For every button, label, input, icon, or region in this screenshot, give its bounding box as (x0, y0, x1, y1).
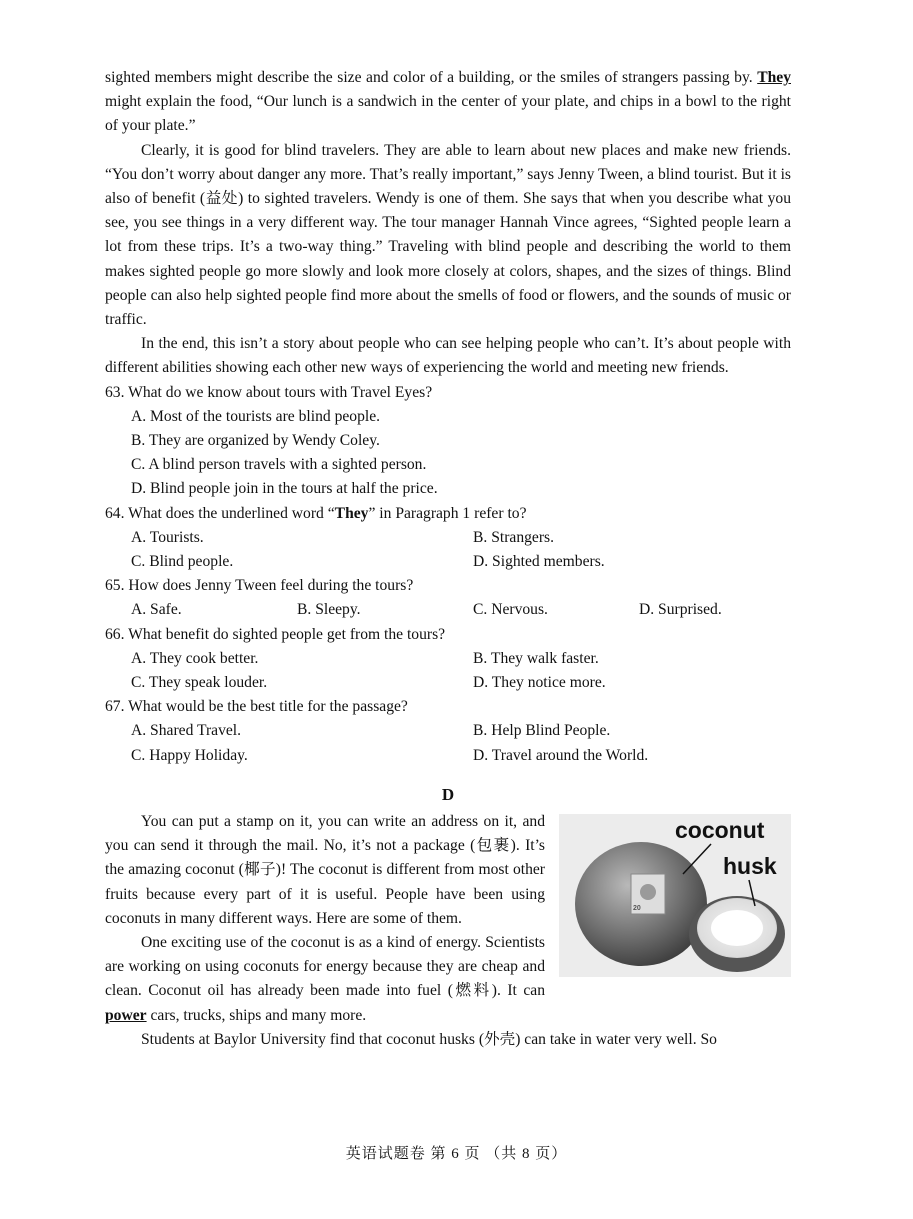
underlined-word-power: power (105, 1006, 147, 1024)
option-c[interactable]: C. They speak louder. (131, 674, 268, 692)
question-67 (105, 695, 791, 768)
option-d[interactable]: D. They notice more. (473, 674, 606, 692)
passage-d-paragraph-3: Students at Baylor University find that coconut husks (外壳) can take in water very well. So (141, 1030, 717, 1048)
husk-label: husk (723, 852, 777, 879)
option-row (105, 647, 791, 671)
option-row (105, 598, 791, 622)
option-c[interactable]: C. Happy Holiday. (131, 746, 248, 764)
option-row (105, 671, 791, 695)
coconut-label: coconut (675, 816, 765, 843)
option-b[interactable]: B. They walk faster. (473, 649, 599, 667)
text-span: sighted members might describe the size and color of a building, or the smiles of strangers passing by. (105, 69, 758, 86)
passage-c-paragraph-3: In the end, this isn’t a story about people who can see helping people who can’t. It’s about people with different abilities showing each other new ways of experiencing the world and meeting new friends. (105, 335, 791, 377)
option-b[interactable]: B. Help Blind People. (473, 722, 611, 740)
option-a[interactable]: A. Safe. (131, 601, 182, 619)
question-64 (105, 502, 791, 575)
option-b[interactable]: B. Strangers. (473, 528, 554, 546)
svg-text:20: 20 (633, 904, 641, 912)
passage-d-paragraph-1: You can put a stamp on it, you can write an address on it, and you can send it through the mail. No, it’s not a package (包裹). It’s the amazing coconut (椰子)! The coconut is different from most other fruits because every part of it is useful. People have been using coconuts in many different ways. Here are some of them. (105, 812, 545, 927)
option-c[interactable]: C. Nervous. (473, 601, 548, 619)
option-a[interactable]: A. Most of the tourists are blind people. (131, 407, 381, 425)
option-c[interactable]: C. Blind people. (131, 553, 234, 571)
passage-d (105, 810, 791, 1052)
option-a[interactable]: A. Tourists. (131, 528, 204, 546)
option-b[interactable]: B. They are organized by Wendy Coley. (131, 432, 380, 450)
text-span: ” in Paragraph 1 refer to? (368, 504, 527, 522)
coconut-illustration (559, 814, 791, 977)
underlined-word-they: They (757, 69, 791, 86)
exam-page (105, 66, 791, 1052)
option-d[interactable]: D. Travel around the World. (473, 746, 649, 764)
question-stem: 67. What would be the best title for the passage? (105, 698, 408, 716)
text-span: might explain the food, “Our lunch is a sandwich in the center of your plate, and chips in a bowl to the right of your plate.” (105, 93, 791, 135)
option-row (105, 744, 791, 768)
passage-c-paragraph-2: Clearly, it is good for blind travelers. They are able to learn about new places and make new friends. “You don’t worry about danger any more. That’s really important,” says Jenny Tween, a blind tourist. But it is also of benefit (益处) to sighted travelers. Wendy is one of them. She says that when you describe what you see, you see things in a very different way. The tour manager Hannah Vince agrees, “Sighted people learn a lot from these trips. It’s a two-way thing.” Traveling with blind people and describing the world to them makes sighted people go more slowly and look more closely at colors, shapes, and the sizes of things. Blind people can also help sighted people find more about the smells of food or flowers, and the sounds of music or traffic. (105, 141, 791, 329)
question-stem (105, 502, 791, 526)
option-a[interactable]: A. They cook better. (131, 649, 259, 667)
question-65 (105, 574, 791, 622)
coconut-image (559, 814, 791, 977)
question-stem: 65. How does Jenny Tween feel during the tours? (105, 577, 414, 595)
bold-word: They (334, 504, 369, 522)
text-span: cars, trucks, ships and many more. (146, 1006, 367, 1024)
question-stem: 66. What benefit do sighted people get from the tours? (105, 625, 446, 643)
option-a[interactable]: A. Shared Travel. (131, 722, 242, 740)
question-66 (105, 623, 791, 696)
question-stem: 63. What do we know about tours with Travel Eyes? (105, 383, 433, 401)
text-span: 64. What does the underlined word “ (105, 504, 335, 522)
option-b[interactable]: B. Sleepy. (297, 601, 361, 619)
text-span: One exciting use of the coconut is as a kind of energy. Scientists are working on using coconuts for energy because they are cheap and clean. Coconut oil has already been made into fuel (燃料). It can (105, 933, 545, 1000)
option-c[interactable]: C. A blind person travels with a sighted person. (131, 456, 427, 474)
page-footer: 英语试题卷 第 6 页 （共 8 页） (345, 1146, 568, 1162)
question-63 (105, 381, 791, 502)
option-d[interactable]: D. Surprised. (639, 601, 722, 619)
option-d[interactable]: D. Blind people join in the tours at half the price. (131, 480, 438, 498)
option-d[interactable]: D. Sighted members. (473, 553, 605, 571)
option-row (105, 550, 791, 574)
passage-c-paragraph-1-end (105, 66, 791, 139)
option-row (105, 526, 791, 550)
option-row (105, 719, 791, 743)
section-d-heading: D (441, 784, 455, 804)
